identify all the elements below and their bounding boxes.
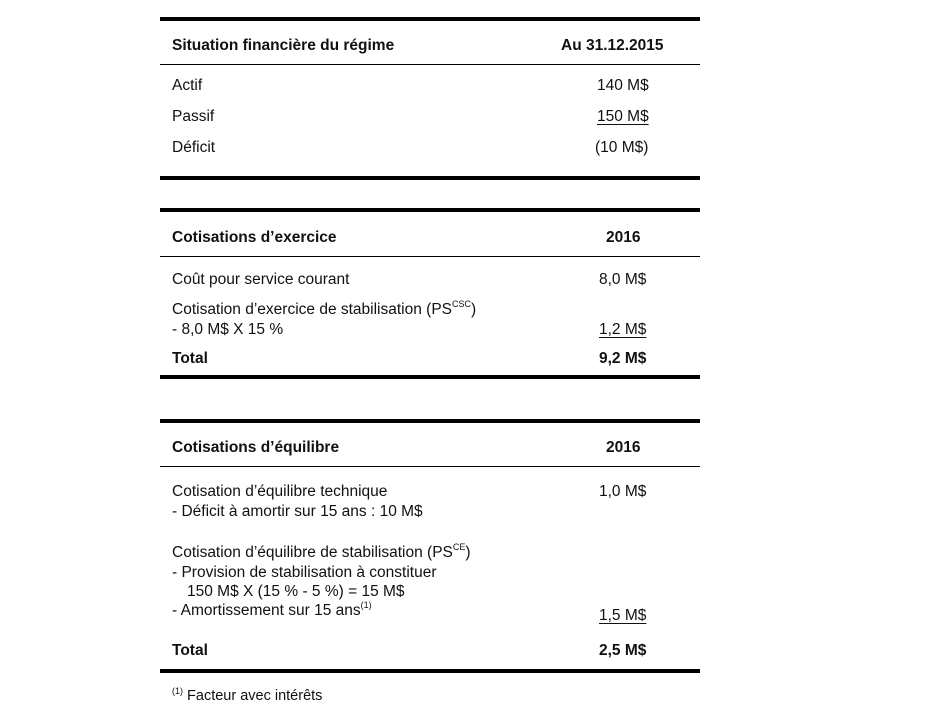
row-label: Cotisation d’exercice de stabilisation $(PS^{CSC})$ xyxy=(172,299,477,318)
footnote-marker: (1) xyxy=(172,686,183,696)
table-bottom-rule xyxy=(160,176,700,180)
row-detail: - Amortissement sur 15 ans$^{(1)}$ xyxy=(172,600,372,619)
footnote xyxy=(172,688,322,704)
table-bottom-rule xyxy=(160,669,700,673)
footnote-text: Facteur avec intérêts xyxy=(183,688,323,704)
financial-situation-table xyxy=(160,17,700,180)
row-value: 1,2 M$ xyxy=(599,321,647,338)
table-row-passif xyxy=(160,104,700,135)
superscript: CE xyxy=(452,542,466,552)
header-label: Cotisations d’équilibre xyxy=(172,439,340,456)
equilibrium-contributions-table xyxy=(160,419,700,673)
table-row-actif xyxy=(160,73,700,104)
row-label: Cotisation d’équilibre technique xyxy=(172,483,388,500)
row-value: (10 M$) xyxy=(595,139,649,156)
table-row-technical xyxy=(160,467,700,527)
header-label: Situation financière du régime xyxy=(172,37,395,54)
row-detail: - 8,0 M$ X 15 % xyxy=(172,321,284,338)
header-value: 2016 xyxy=(606,229,641,246)
row-label: Coût pour service courant xyxy=(172,271,350,288)
total-value: 9,2 M$ xyxy=(599,350,647,367)
table-row-stabilization xyxy=(160,527,700,631)
table-header xyxy=(160,21,700,64)
table-row-deficit xyxy=(160,135,700,166)
header-value: 2016 xyxy=(606,439,641,456)
row-detail: - Provision de stabilisation à constituer xyxy=(172,564,437,581)
row-detail: 150 M$ X (15 % - 5 %) = 15 M$ xyxy=(187,583,405,600)
row-value: 1,5 M$ xyxy=(599,607,647,624)
table-header xyxy=(160,212,700,256)
current-contributions-table xyxy=(160,208,700,379)
total-label: Total xyxy=(172,350,208,367)
table-header xyxy=(160,423,700,466)
header-label: Cotisations d’exercice xyxy=(172,229,337,246)
table-row-stabilization xyxy=(160,297,700,345)
row-value: 140 M$ xyxy=(597,77,649,94)
total-value: 2,5 M$ xyxy=(599,642,647,659)
table-bottom-rule xyxy=(160,375,700,379)
header-value: Au 31.12.2015 xyxy=(561,37,664,54)
table-row-total xyxy=(160,345,700,375)
row-detail: - Déficit à amortir sur 15 ans : 10 M$ xyxy=(172,503,423,520)
footnote-ref: (1) xyxy=(360,600,372,610)
row-value: 1,0 M$ xyxy=(599,483,647,500)
row-value: 8,0 M$ xyxy=(599,271,647,288)
row-label: Cotisation d’équilibre de stabilisation $(PS^{CE})$ xyxy=(172,542,471,561)
superscript: CSC xyxy=(452,299,472,309)
table-row-total xyxy=(160,631,700,669)
total-label: Total xyxy=(172,642,208,659)
table-row-current-service xyxy=(160,257,700,297)
row-label: Passif xyxy=(172,108,215,125)
row-label: Actif xyxy=(172,77,203,94)
row-label: Déficit xyxy=(172,139,216,156)
row-value: 150 M$ xyxy=(597,108,649,125)
